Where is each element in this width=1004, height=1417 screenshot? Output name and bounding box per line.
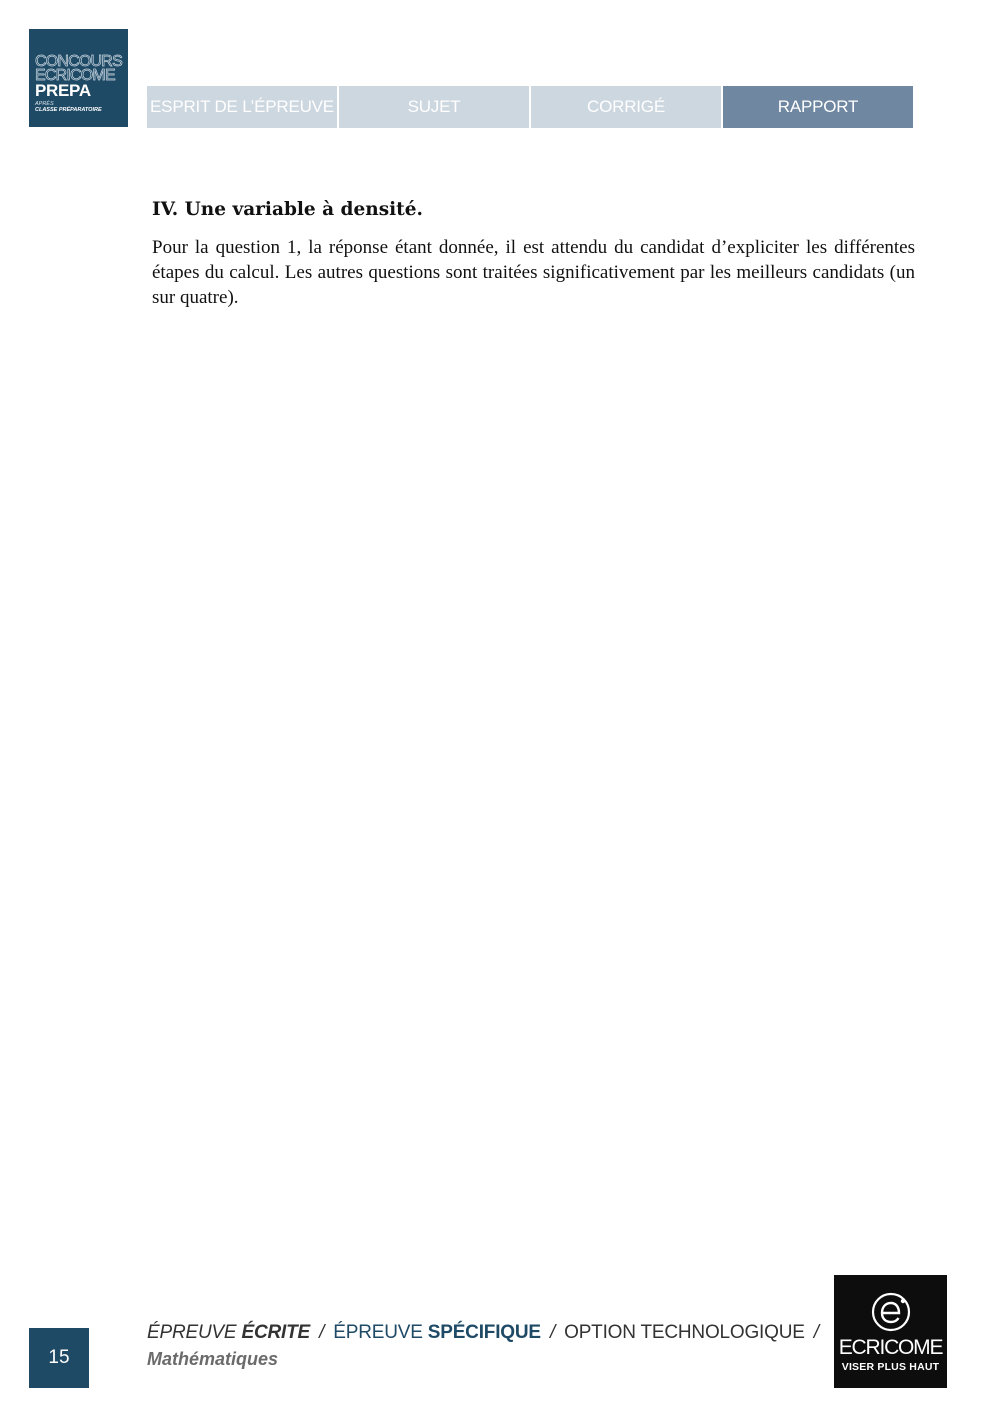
logo-line-classe: CLASSE PRÉPARATOIRE xyxy=(35,107,102,113)
logo-line-prepa: PREPA xyxy=(35,81,91,100)
ecricome-brand: ECRICOME xyxy=(838,1336,943,1359)
section-tabs xyxy=(147,86,915,128)
footer-separator: / xyxy=(319,1322,325,1343)
footer-option: OPTION TECHNOLOGIQUE xyxy=(564,1322,805,1343)
footer-specifique: SPÉCIFIQUE xyxy=(427,1322,541,1343)
page-number: 15 xyxy=(29,1328,89,1388)
ecricome-e-icon xyxy=(870,1291,912,1333)
report-content xyxy=(152,199,915,310)
concours-ecricome-prepa-logo xyxy=(29,29,128,127)
footer-separator: / xyxy=(549,1322,556,1343)
section-paragraph: Pour la question 1, la réponse étant donnée, il est attendu du candidat d’expliciter les différentes étapes du calcul. Les autres questions sont traitées significativement par les meilleurs candidats (un sur quatre). xyxy=(152,237,915,308)
footer-epreuve-2: ÉPREUVE xyxy=(333,1322,428,1343)
footer-epreuve: ÉPREUVE xyxy=(147,1322,242,1343)
tab-sujet[interactable]: SUJET xyxy=(339,86,529,128)
footer-ecrite: ÉCRITE xyxy=(241,1322,310,1343)
footer-separator: / xyxy=(813,1322,819,1343)
logo-line-apres: APRÈS xyxy=(35,101,54,107)
tab-rapport[interactable]: RAPPORT xyxy=(723,86,913,128)
logo-line-concours: CONCOURS xyxy=(35,53,122,70)
footer-exam-info xyxy=(147,1322,823,1370)
logo-line-ecricome: ECRICOME xyxy=(35,67,115,84)
ecricome-tagline: VISER PLUS HAUT xyxy=(841,1361,940,1373)
tab-esprit-de-lepreuve[interactable]: ESPRIT DE L’ÉPREUVE xyxy=(147,86,337,128)
tab-corrige[interactable]: CORRIGÉ xyxy=(531,86,721,128)
footer-exam-type xyxy=(147,1322,823,1344)
ecricome-logo xyxy=(834,1275,947,1388)
footer-subject: Mathématiques xyxy=(147,1349,279,1369)
section-title: IV. Une variable à densité. xyxy=(152,199,423,220)
